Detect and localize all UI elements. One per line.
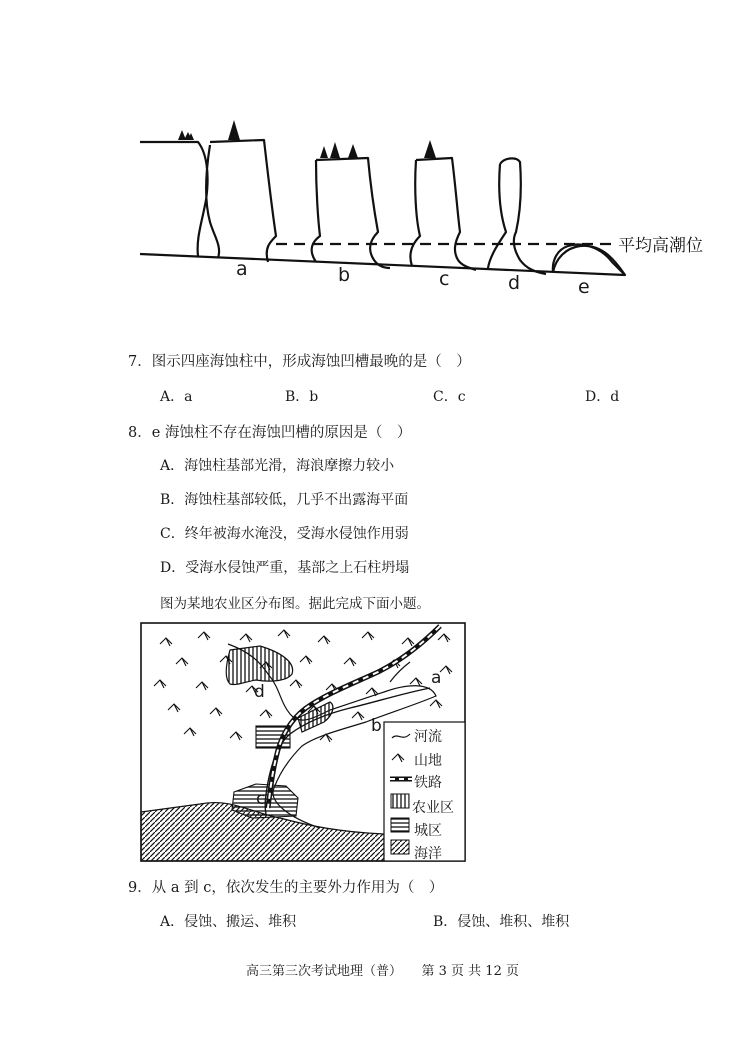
map-label-a: a bbox=[431, 668, 442, 688]
stack-label-b: b bbox=[338, 264, 351, 286]
question-9-stem: 9．从 a 到 c，依次发生的主要外力作用为（ ） bbox=[128, 880, 444, 896]
q7-option-a[interactable]: A．a bbox=[160, 389, 193, 405]
q8-option-c[interactable]: C．终年被海水淹没，受海水侵蚀作用弱 bbox=[160, 526, 409, 542]
q8-option-a[interactable]: A．海蚀柱基部光滑，海浪摩擦力较小 bbox=[160, 458, 395, 474]
stack-b bbox=[312, 158, 390, 268]
q7-option-b[interactable]: B．b bbox=[285, 389, 319, 405]
q9-option-b[interactable]: B．侵蚀、堆积、堆积 bbox=[433, 914, 570, 930]
q8-option-b[interactable]: B．海蚀柱基部较低，几乎不出露海平面 bbox=[160, 492, 409, 508]
q7-option-d[interactable]: D．d bbox=[585, 389, 620, 405]
cliff-a bbox=[140, 140, 276, 262]
q8-option-d[interactable]: D．受海水侵蚀严重，基部之上石柱坍塌 bbox=[160, 560, 410, 576]
tide-label: 平均高潮位 bbox=[618, 236, 703, 256]
stack-label-a: a bbox=[236, 258, 248, 280]
sea-stack-figure bbox=[0, 0, 752, 320]
map-label-d: d bbox=[254, 682, 265, 702]
map-intro: 图为某地农业区分布图。据此完成下面小题。 bbox=[160, 596, 430, 612]
page-footer: 高三第三次考试地理（普） 第 3 页 共 12 页 bbox=[246, 964, 519, 979]
map-label-c: c bbox=[256, 789, 266, 809]
stack-label-e: e bbox=[578, 276, 590, 298]
stack-e bbox=[553, 246, 625, 275]
legend-railway: 铁路 bbox=[414, 775, 442, 791]
stack-c bbox=[410, 158, 476, 270]
legend-river: 河流 bbox=[414, 729, 442, 745]
trees bbox=[178, 120, 436, 158]
legend-agriculture: 农业区 bbox=[412, 800, 454, 816]
question-8-stem: 8．e 海蚀柱不存在海蚀凹槽的原因是（ ） bbox=[128, 425, 412, 441]
map-label-b: b bbox=[371, 716, 382, 736]
legend-mountain: 山地 bbox=[414, 753, 442, 769]
q9-option-a[interactable]: A．侵蚀、搬运、堆积 bbox=[160, 914, 297, 930]
stack-label-d: d bbox=[508, 272, 521, 294]
stack-d bbox=[488, 158, 546, 274]
stack-label-c: c bbox=[439, 268, 450, 290]
question-7-stem: 7．图示四座海蚀柱中，形成海蚀凹槽最晚的是（ ） bbox=[128, 354, 471, 370]
legend-ocean: 海洋 bbox=[414, 846, 442, 862]
q7-option-c[interactable]: C．c bbox=[433, 389, 466, 405]
legend-urban: 城区 bbox=[414, 823, 442, 839]
